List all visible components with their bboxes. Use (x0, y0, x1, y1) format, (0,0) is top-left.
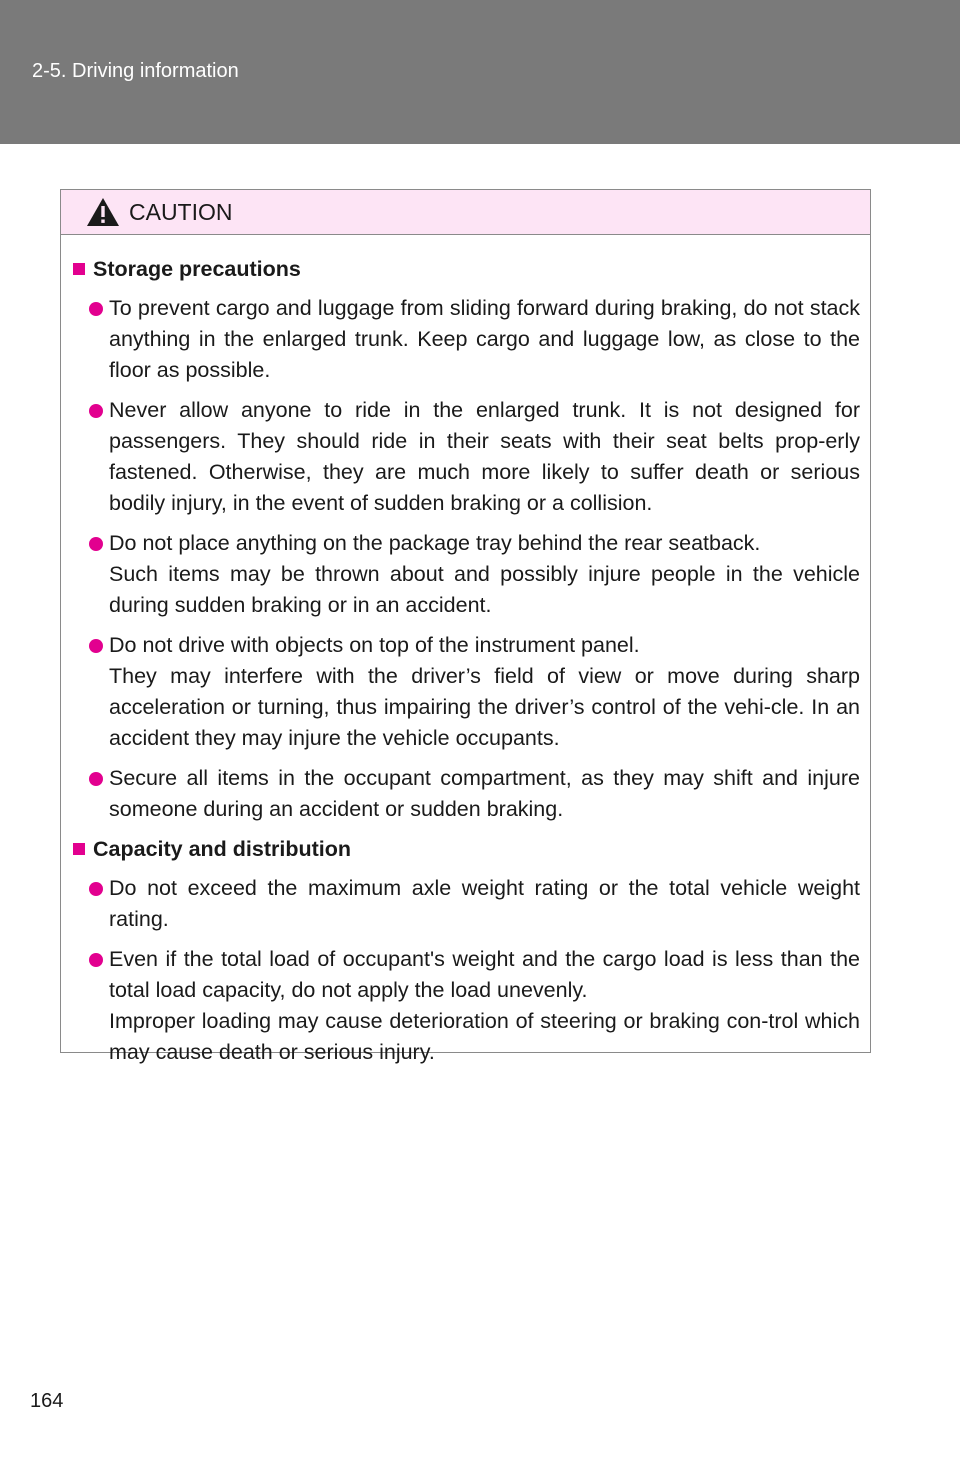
list-item (71, 630, 860, 754)
circle-bullet-icon (89, 302, 103, 316)
page-number: 164 (30, 1390, 64, 1412)
section-heading (71, 834, 860, 865)
circle-bullet-icon (89, 404, 103, 418)
circle-bullet-icon (89, 953, 103, 967)
list-item-text: Improper loading may cause deterioration of steering or braking con-trol which may cause death or serious injury. (109, 1009, 860, 1064)
warning-triangle-icon (86, 197, 120, 227)
list-item-text: They may interfere with the driver’s field of view or move during sharp acceleration or turning, thus impairing the driver’s control of the vehi-cle. In an accident they may injure the vehicle occupants. (109, 664, 860, 750)
caution-header (61, 190, 870, 235)
list-item-text: Do not exceed the maximum axle weight rating or the total vehicle weight rating. (109, 876, 860, 931)
list-item (71, 873, 860, 935)
list-item-text: Such items may be thrown about and possibly injure people in the vehicle during sudden braking or in an accident. (109, 562, 860, 617)
section-heading-text: Storage precautions (93, 257, 301, 281)
circle-bullet-icon (89, 772, 103, 786)
list-item-text: Even if the total load of occupant's weight and the cargo load is less than the total load capacity, do not apply the load unevenly. (109, 947, 860, 1002)
circle-bullet-icon (89, 882, 103, 896)
caution-box (60, 189, 871, 1064)
list-item-text: Secure all items in the occupant compartment, as they may shift and injure someone during an accident or sudden braking. (109, 766, 860, 821)
list-item (71, 293, 860, 386)
circle-bullet-icon (89, 639, 103, 653)
list-item (71, 395, 860, 519)
circle-bullet-icon (89, 537, 103, 551)
list-item-text: To prevent cargo and luggage from sliding forward during braking, do not stack anything in the enlarged trunk. Keep cargo and luggage low, as close to the floor as possible. (109, 296, 860, 382)
list-item (71, 944, 860, 1068)
list-item-text: Do not place anything on the package tray behind the rear seatback. (109, 531, 761, 555)
caution-label: CAUTION (129, 199, 233, 225)
square-bullet-icon (73, 843, 85, 855)
section-heading-text: Capacity and distribution (93, 837, 352, 861)
list-item-text: Never allow anyone to ride in the enlarged trunk. It is not designed for passengers. They should ride in their seats with their seat belts prop-erly fastened. Otherwise, they are much more likely to suffer death or serious bodily injury, in the event of sudden braking or a collision. (109, 398, 860, 515)
square-bullet-icon (73, 263, 85, 275)
list-item (71, 528, 860, 621)
list-item (71, 763, 860, 825)
section-heading (71, 254, 860, 285)
page-header (0, 0, 960, 144)
caution-content (61, 235, 870, 1068)
list-item-text: Do not drive with objects on top of the instrument panel. (109, 633, 640, 657)
section-title: 2-5. Driving information (32, 60, 239, 82)
